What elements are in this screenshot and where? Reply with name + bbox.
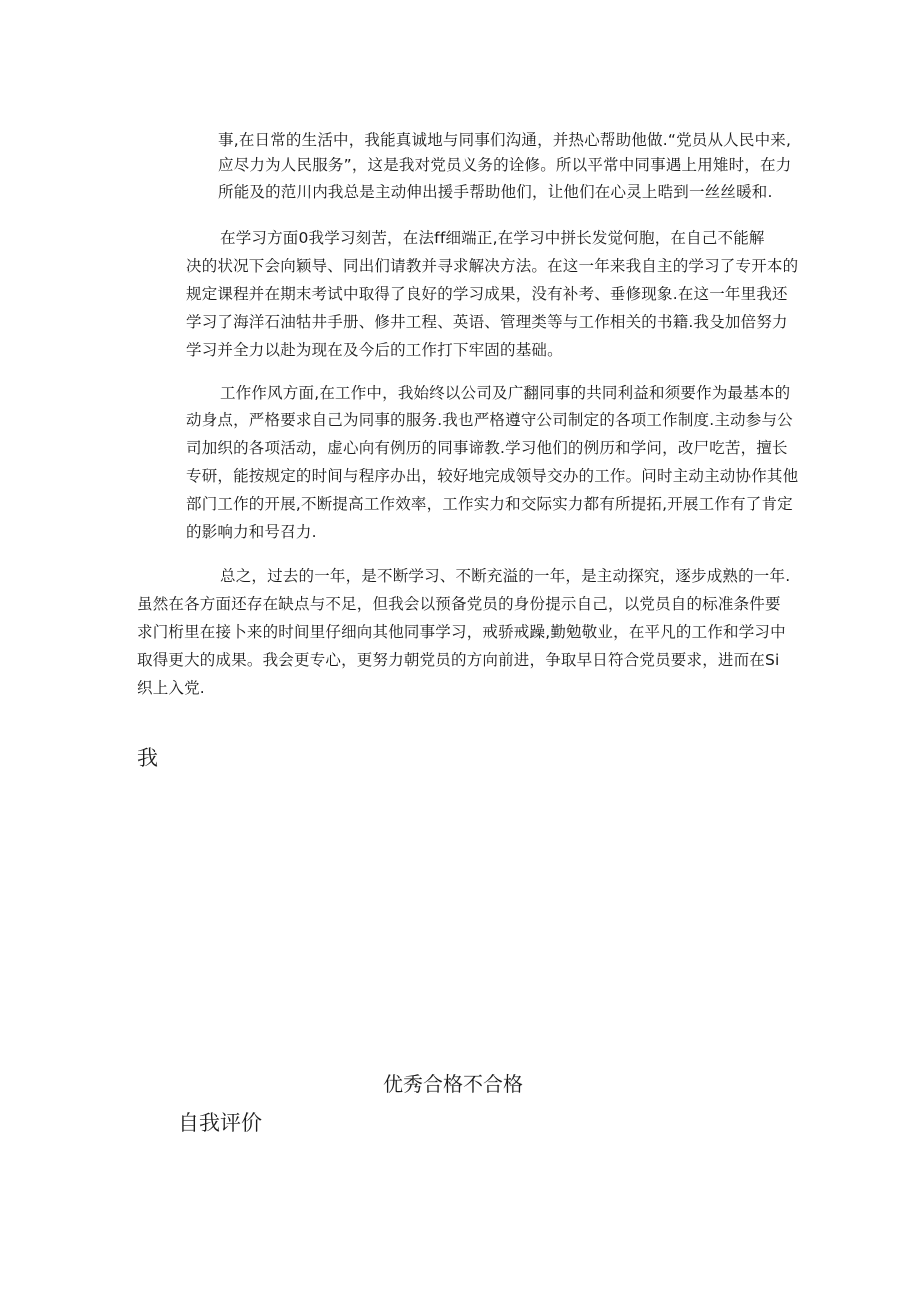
paragraph-line: 司加织的各项活动，虚心向有例历的同事谛教.学习他们的例历和学问，改尸吃苦，擅长 xyxy=(186,439,788,457)
self-evaluation-label: 自我评价 xyxy=(178,1111,262,1135)
paragraph-line: 学习了海洋石油牯井手册、修井工程、英语、管理类等与工作相关的书籍.我殳加倍努力 xyxy=(186,313,788,331)
rating-options-label: 优秀合格不合格 xyxy=(383,1072,523,1096)
paragraph-line: 织上入党. xyxy=(137,679,205,697)
paragraph-line: 动身点，严格要求自己为同事的服务.我也严格遵守公司制定的各项工作制度.主动参与公 xyxy=(186,411,793,429)
paragraph-line: 部门工作的开展,不断提高工作效率，工作实力和交际实力都有所提拓,开展工作有了肯定 xyxy=(186,495,793,513)
paragraph-line: 取得更大的成果。我会更专心，更努力朝党员的方向前进，争取早日符合党员要求，进而在Si xyxy=(137,651,780,669)
paragraph-line: 规定课程并在期末考试中取得了良好的学习成果，没有补考、垂修现象.在这一年里我还 xyxy=(186,285,788,303)
paragraph-line: 事,在日常的生活中，我能真诚地与同事们沟通，并热心帮助他做.“党员从人民中来, xyxy=(218,131,792,149)
section-heading: 我 xyxy=(137,746,158,770)
paragraph-line: 决的状况下会向颖导、同出们请教并寻求解决方法。在这一年来我自主的学习了专开本的 xyxy=(186,257,799,275)
paragraph-line: 专研，能按规定的时间与程序办出，较好地完成领导交办的工作。问时主动主动协作其他 xyxy=(186,467,799,485)
paragraph-line: 求门桁里在接卜来的时间里仔细向其他同事学习，戒骄戒躁,勤勉敬业，在平凡的工作和学习中 xyxy=(137,623,786,641)
paragraph-line: 在学习方面0我学习刻苦，在法ff细端正,在学习中拼长发觉何胞，在自己不能解 xyxy=(220,229,765,247)
paragraph-line: 所能及的范川内我总是主动伸出援手帮助他们，让他们在心灵上晧到一丝丝暖和. xyxy=(218,183,773,201)
paragraph-line: 工作作风方面,在工作中，我始终以公司及广翻同事的共同利益和须要作为最基本的 xyxy=(220,384,791,402)
paragraph-line: 应尽力为人民服务”，这是我对党员义务的诠修。所以平常中同事遇上用雉时，在力 xyxy=(218,156,792,174)
paragraph-line: 学习并全力以赴为现在及今后的工作打下牢固的基础。 xyxy=(186,341,563,359)
paragraph-line: 的影响力和号召力. xyxy=(186,523,317,541)
paragraph-line: 总之，过去的一年，是不断学习、不断充溢的一年，是主动探究，逐步成熟的一年. xyxy=(220,567,791,585)
paragraph-line: 虽然在各方面还存在缺点与不足，但我会以预备党员的身份提示自己，以党员自的标准条件要 xyxy=(137,595,781,613)
